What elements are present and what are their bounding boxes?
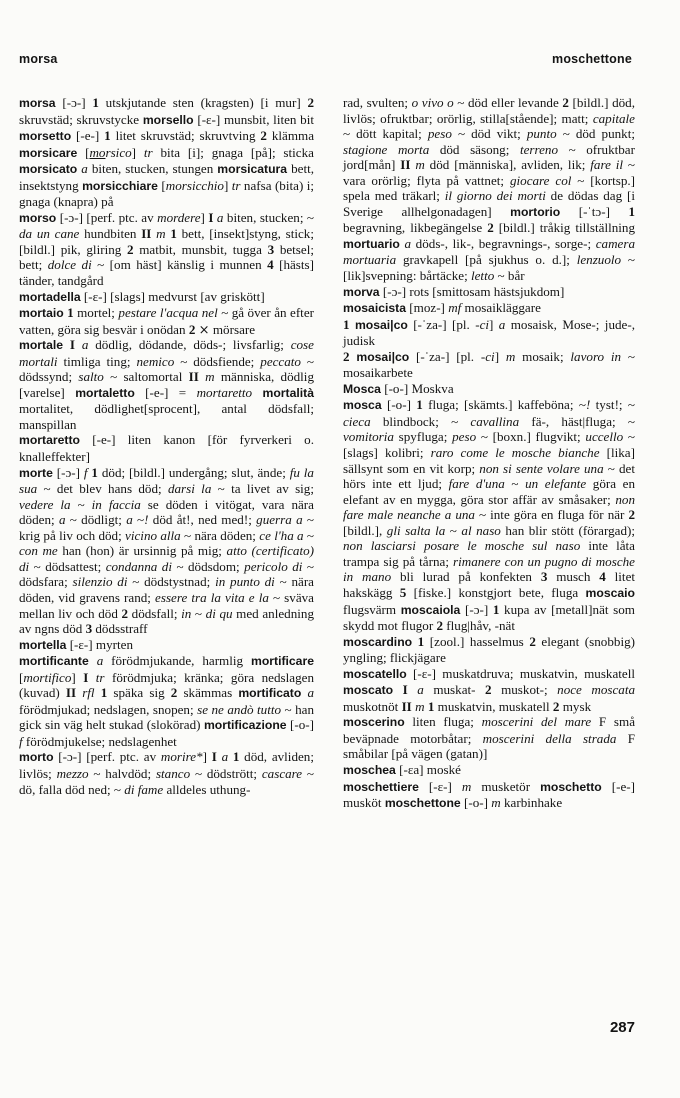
right-column-text: rad, svulten; o vivo o ~ död eller levande 2 [bildl.] död, livlös; ofruktbar; orörlig, stilla[stående]; matt; capitale ~ dött kapital; peso ~ död vikt; punto ~ död punkt; stagione morta död säsong; terreno ~ ofruktbar jord[mån] II m död [människa], avliden, lik; fare il ~ vara orörlig; flyta på vattnet; giocare col ~ [kortsp.] spela med träkarl; il giorno dei morti de dödas dag [i Sverige allhelgonadagen] mortorio [-ˈtɔ-] 1 begravning, likbegängelse 2 [bildl.] tråkig tillställning mortuario a döds-, lik-, begravnings-, sorge-; camera mortuaria gravkapell [på sjukhus o. d.]; lenzuolo ~ [lik]svepning: bårtäcke; letto ~ bår morva [-ɔ-] rots [smittosam hästsjukdom] mosaicista [moz-] mf mosaikläggare 1 mosai|co [-ˈza-] [pl. -ci] a mosaisk, Mose-; jude-, judisk 2 mosai|co [-ˈza-] [pl. -ci] m mosaik; lavoro in ~ mosaikarbete Mosca [-o-] Moskva mosca [-o-] 1 fluga; [skämts.] kaffeböna; ~! tyst!; ~ cieca blindbock; ~ cavallina fä-, häst|fluga; ~ vomitoria spyfluga; peso ~ [boxn.] flugvikt; uccello ~ [slags] kolibri; raro come le mosche bianche [lika] sällsynt som en vit korp; non si sente volare una ~ det hörs inte ett ljud; fare d'una ~ un elefante göra en elefant av en mygga, göra stor affär av småsaker; non fare male neanche a una ~ inte göra en fluga för när 2 [bildl.], gli salta la ~ al naso han blir stött (förargad); non lasciarsi posare le mosche sul naso inte låta trampa sig på tårna; rimanere con un pugno di mosche in mano bli lurad på konfekten 3 musch 4 litet hakskägg 5 [fiske.] konstgjort bete, fluga moscaio flugsvärm moscaiola [-ɔ-] 1 kupa av [metall]nät som skydd mot flugor 2 flug|håv, -nät moscardino 1 [zool.] hasselmus 2 elegant (snobbig) yngling; flickjägare moscatello [-ɛ-] muskatdruva; muskatvin, muskatell moscato I a muskat- 2 muskot-; noce moscata muskotnöt II m 1 muskatvin, muskatell 2 mysk moscerino liten fluga; moscerini del mare F små beväpnade motorbåtar; moscerini della strada F småbilar [på vägen (gatan)] moschea [-ɛa] moské moschettiere [-ɛ-] m musketör moschetto [-e-] musköt moschettone [-o-] m karbinhake bbox=[343, 95, 636, 811]
left-guide-word: morsa bbox=[19, 52, 58, 66]
left-column bbox=[19, 95, 314, 797]
right-column bbox=[343, 95, 635, 812]
right-guide-word: moschettone bbox=[552, 52, 632, 66]
left-column-text: morsa [-ɔ-] 1 utskjutande sten (kragsten) [i mur] 2 skruvstäd; skruvstycke morsello [-ɛ-] munsbit, liten bit morsetto [-e-] 1 litet skruvstäd; skruvtving 2 klämma morsicare [morsico] tr bita [i]; gnaga [på]; sticka morsicato a biten, stucken, stungen morsicatura bett, insektstyng morsicchiare [morsicchio] tr nafsa (bita) i; gnaga (knapra) på morso [-ɔ-] [perf. ptc. av mordere] I a biten, stucken; ~ da un cane hundbiten II m 1 bett, [insekt]styng, stick; [bildl.] pik, gliring 2 matbit, munsbit, tugga 3 betsel; bett; dolce di ~ [om häst] känslig i munnen 4 [hästs] tänder, tandgård mortadella [-ɛ-] [slags] medvurst [av griskött] mortaio 1 mortel; pestare l'acqua nel ~ gå över ån efter vatten, göra sig besvär i onödan 2 ⨯ mörsare mortale I a dödlig, dödande, döds-; livsfarlig; cose mortali timliga ting; nemico ~ dödsfiende; peccato ~ dödssynd; salto ~ saltomortal II m människa, dödlig [varelse] mortaletto [-e-] = mortaretto mortalità mortalitet, dödlighet[sprocent], antal dödsfall; manspillan mortaretto [-e-] liten kanon [för fyrverkeri o. knalleffekter] morte [-ɔ-] f 1 död; [bildl.] undergång; slut, ände; fu la sua ~ det blev hans död; darsi la ~ ta livet av sig; vedere la ~ in faccia se döden i vitögat, vara nära döden; a ~ dödligt; a ~! död åt!, ned med!; guerra a ~ krig på liv och död; vicino alla ~ nära döden; ce l'ha a ~ con me han (hon) är ursinnig på mig; atto (certificato) di ~ dödsattest; condanna di ~ dödsdom; pericolo di ~ dödsfara; silenzio di ~ dödstystnad; in punto di ~ nära döden, vid gravens rand; essere tra la vita e la ~ sväva mellan liv och död 2 dödsfall; in ~ di qu med anledning av ngns död 3 dödsstraff mortella [-ɛ-] myrten mortificante a förödmjukande, harmlig mortificare [mortifico] I tr förödmjuka; kränka; göra nedslagen (kuvad) II rfl 1 späka sig 2 skämmas mortificato a förödmjukad; nedslagen, snopen; se ne andò tutto ~ han gick sin väg helt stukad (slokörad) mortificazione [-o-] f förödmjukelse; nedslagenhet morto [-ɔ-] [perf. ptc. av morire*] I a 1 död, avliden; livlös; mezzo ~ halvdöd; stanco ~ dödstrött; cascare ~ dö, falla död ned; ~ di fame alldeles uthung- bbox=[19, 95, 315, 797]
page-number: 287 bbox=[609, 1019, 635, 1036]
